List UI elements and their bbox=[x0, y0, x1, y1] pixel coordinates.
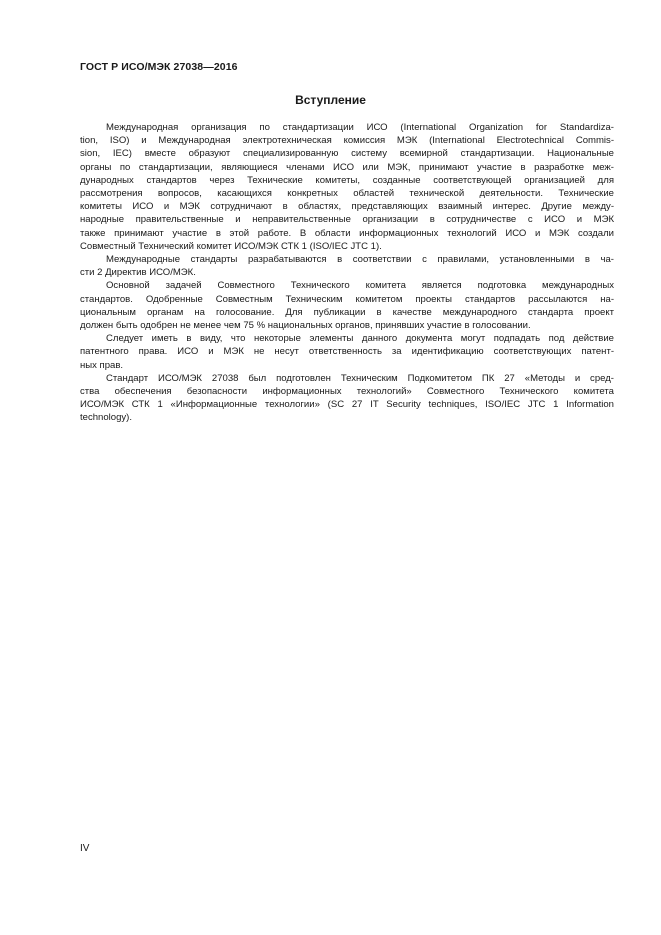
paragraph bbox=[80, 332, 614, 372]
text-line: Основной задачей Совместного Технического комитета является подготовка международных bbox=[106, 280, 614, 292]
page-number: IV bbox=[80, 843, 90, 854]
text-line: дународных стандартов через Технические комитеты, созданные соответствующей организацией для bbox=[80, 174, 614, 186]
text-line: sion, IEC) вместе образуют специализированную систему всемирной стандартизации. Национальные bbox=[80, 148, 614, 160]
section-title: Вступление bbox=[295, 93, 366, 107]
text-line: должен быть одобрен не менее чем 75 % национальных органов, принявших участие в голосовании. bbox=[80, 320, 531, 332]
text-line: органы по стандартизации, являющиеся членами ИСО или МЭК, принимают участие в разработке меж- bbox=[80, 161, 614, 173]
text-line: technology). bbox=[80, 412, 133, 424]
text-line: стандартов. Одобренные Совместным Техническим комитетом проекты стандартов рассылаются на- bbox=[80, 293, 614, 305]
text-line: Стандарт ИСО/МЭК 27038 был подготовлен Техническим Подкомитетом ПК 27 «Методы и сред- bbox=[106, 372, 614, 384]
text-line: Совместный Технический комитет ИСО/МЭК СТК 1 (ISO/IEC JTC 1). bbox=[80, 240, 382, 252]
text-line: Следует иметь в виду, что некоторые элементы данного документа могут подпадать под действие bbox=[106, 333, 614, 345]
text-line: циональным органам на голосование. Для публикации в качестве международного стандарта проект bbox=[80, 306, 614, 318]
paragraph bbox=[80, 372, 614, 425]
paragraph bbox=[80, 279, 614, 332]
text-line: Международная организация по стандартизации ИСО (International Organization for Standardiza- bbox=[106, 122, 614, 133]
text-line: сти 2 Директив ИСО/МЭК. bbox=[80, 267, 196, 279]
text-line: рассмотрения вопросов, касающихся конкретных областей технической деятельности. Технические bbox=[80, 188, 614, 200]
text-line: ства обеспечения безопасности информационных технологий» Совместного Технического комитета bbox=[80, 386, 614, 398]
text-line: ИСО/МЭК СТК 1 «Информационные технологии» (SC 27 IT Security techniques, ISO/IEC JTC 1 Information bbox=[80, 399, 614, 411]
text-line: комитеты ИСО и МЭК сотрудничают в областях, представляющих взаимный интерес. Другие между- bbox=[80, 201, 614, 213]
text-line: ных прав. bbox=[80, 359, 124, 371]
standard-code-header: ГОСТ Р ИСО/МЭК 27038—2016 bbox=[80, 61, 238, 73]
body-text bbox=[80, 121, 614, 425]
paragraph bbox=[80, 253, 614, 279]
text-line: народные правительственные и неправительственные организации в сотрудничестве с ИСО и МЭК bbox=[80, 214, 614, 226]
text-line: Международные стандарты разрабатываются в соответствии с правилами, установленными в ча- bbox=[106, 254, 614, 266]
paragraph bbox=[80, 121, 614, 253]
text-line: патентного права. ИСО и МЭК не несут ответственность за идентификацию соответствующих патент- bbox=[80, 346, 614, 358]
text-line: также принимают участие в этой работе. В области информационных технологий ИСО и МЭК создали bbox=[80, 227, 614, 239]
text-line: tion, ISO) и Международная электротехническая комиссия МЭК (International Electrotechnical Commis- bbox=[80, 135, 614, 147]
